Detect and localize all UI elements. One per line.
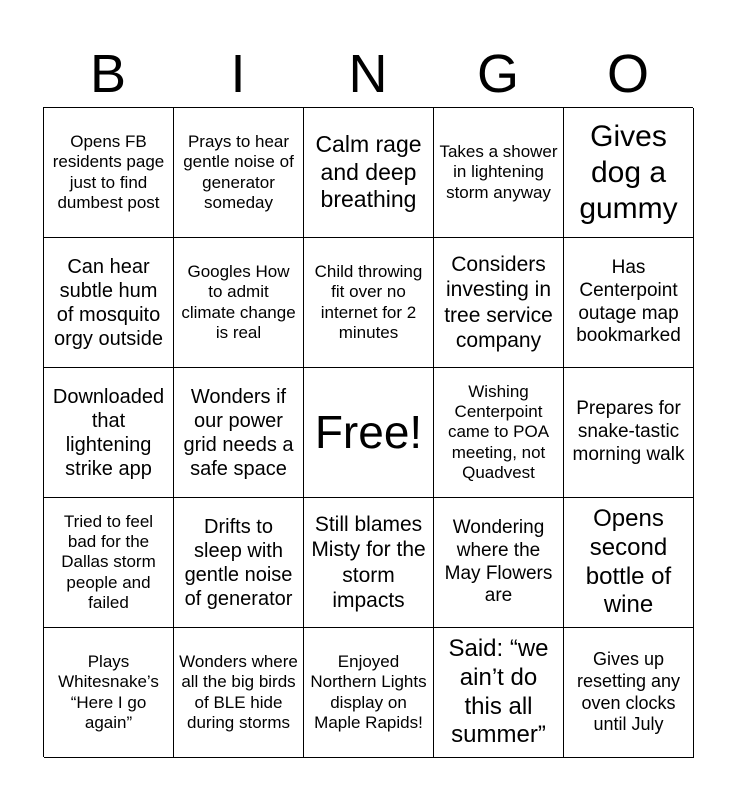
bingo-cell[interactable]: Wonders where all the big birds of BLE hide during storms — [174, 628, 304, 758]
bingo-cell[interactable]: Still blames Misty for the storm impacts — [304, 498, 434, 628]
bingo-cell[interactable]: Tried to feel bad for the Dallas storm people and failed — [44, 498, 174, 628]
bingo-cell[interactable]: Takes a shower in lightening storm anyway — [434, 108, 564, 238]
free-space-cell[interactable]: Free! — [304, 368, 434, 498]
bingo-cell[interactable]: Can hear subtle hum of mosquito orgy outside — [44, 238, 174, 368]
bingo-cell[interactable]: Gives up resetting any oven clocks until July — [564, 628, 694, 758]
bingo-cell[interactable]: Considers investing in tree service company — [434, 238, 564, 368]
bingo-cell[interactable]: Calm rage and deep breathing — [304, 108, 434, 238]
header-letter-i: I — [230, 44, 246, 104]
bingo-cell[interactable]: Child throwing fit over no internet for 2 minutes — [304, 238, 434, 368]
bingo-grid — [43, 107, 693, 757]
bingo-header — [43, 40, 693, 108]
header-letter-g: G — [476, 44, 519, 104]
bingo-cell[interactable]: Plays Whitesnake’s “Here I go again” — [44, 628, 174, 758]
bingo-cell[interactable]: Drifts to sleep with gentle noise of generator — [174, 498, 304, 628]
bingo-cell[interactable]: Gives dog a gummy — [564, 108, 694, 238]
bingo-cell[interactable]: Wishing Centerpoint came to POA meeting, not Quadvest — [434, 368, 564, 498]
bingo-cell[interactable]: Prays to hear gentle noise of generator someday — [174, 108, 304, 238]
bingo-cell[interactable]: Enjoyed Northern Lights display on Maple Rapids! — [304, 628, 434, 758]
bingo-cell[interactable]: Wonders if our power grid needs a safe space — [174, 368, 304, 498]
bingo-cell[interactable]: Opens second bottle of wine — [564, 498, 694, 628]
bingo-cell[interactable]: Wondering where the May Flowers are — [434, 498, 564, 628]
bingo-cell[interactable]: Has Centerpoint outage map bookmarked — [564, 238, 694, 368]
bingo-cell[interactable]: Prepares for snake-tastic morning walk — [564, 368, 694, 498]
bingo-cell[interactable]: Opens FB residents page just to find dumbest post — [44, 108, 174, 238]
header-letter-n: N — [348, 44, 388, 104]
header-letter-o: O — [606, 44, 649, 104]
bingo-cell[interactable]: Googles How to admit climate change is real — [174, 238, 304, 368]
header-letter-b: B — [89, 44, 127, 104]
bingo-cell[interactable]: Said: “we ain’t do this all summer” — [434, 628, 564, 758]
bingo-cell[interactable]: Downloaded that lightening strike app — [44, 368, 174, 498]
